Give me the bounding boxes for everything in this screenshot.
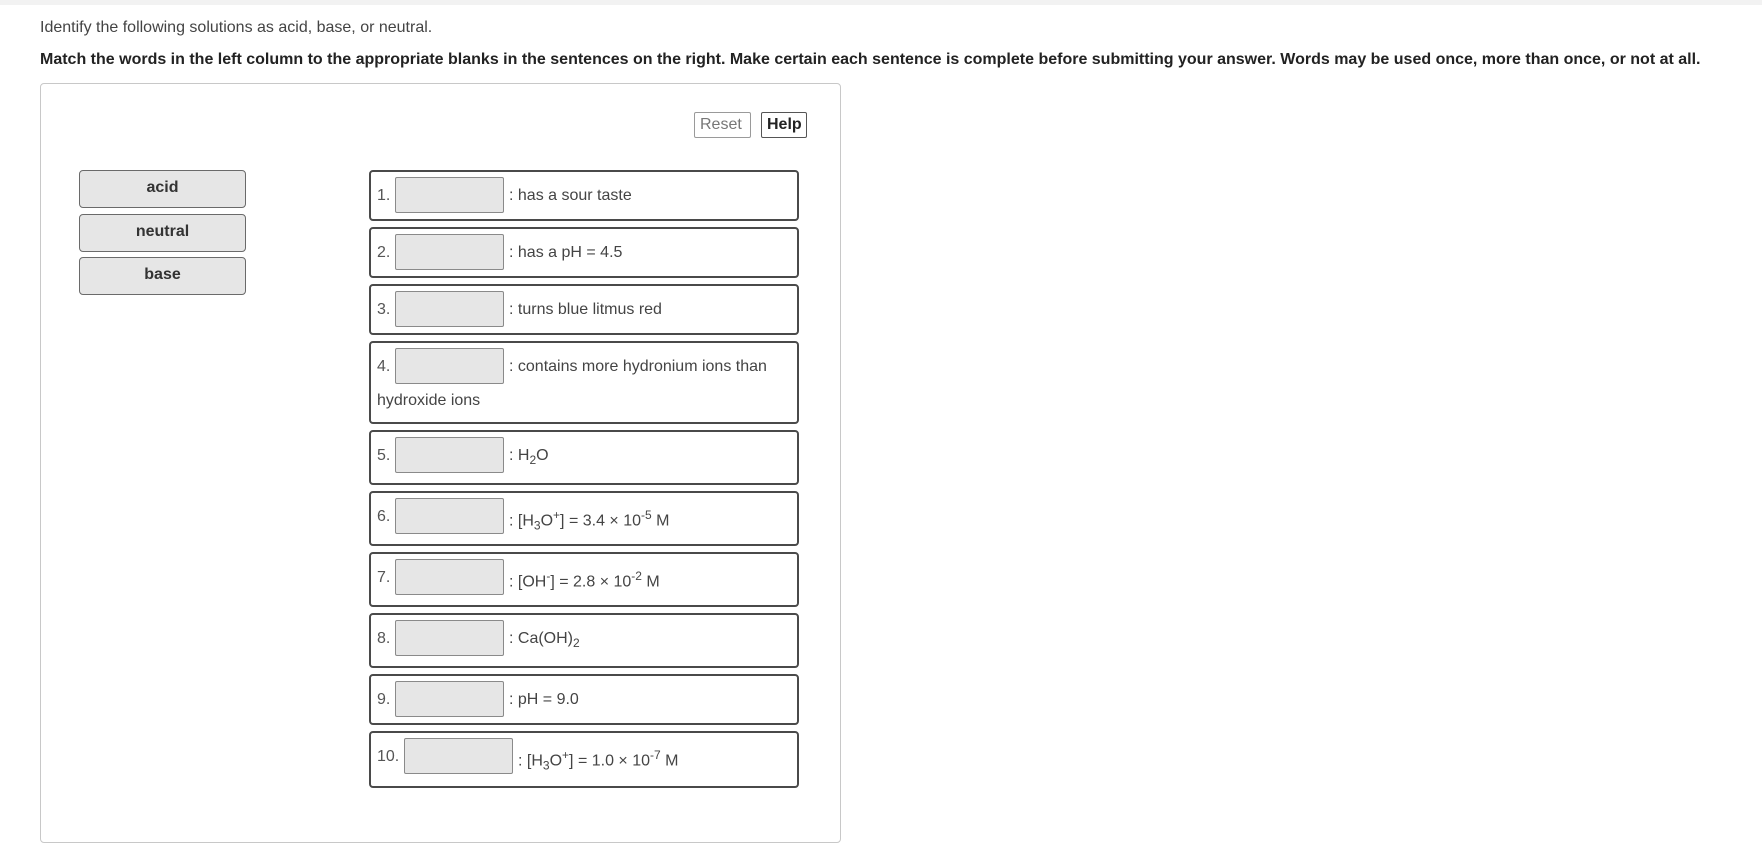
answer-blank-5[interactable] bbox=[395, 437, 504, 473]
sentence-number: 1. bbox=[377, 187, 391, 204]
word-tile-neutral[interactable]: neutral bbox=[79, 214, 246, 252]
answer-blank-10[interactable] bbox=[404, 738, 513, 774]
sentence-number: 5. bbox=[377, 447, 391, 464]
sentence-text: : $Ca(OH)_2$ bbox=[509, 630, 580, 651]
answer-blank-9[interactable] bbox=[395, 681, 504, 717]
sentence-text: : $[H_3O^+] = 1.0 \times 10^{-7}$ M bbox=[518, 748, 679, 773]
answer-blank-1[interactable] bbox=[395, 177, 504, 213]
question-directions: Match the words in the left column to the appropriate blanks in the sentences on the right. Make certain each sentence is complete before submitting your answer. Words may be used once, more than once, or not at all. bbox=[40, 51, 1701, 68]
sentence-number: 3. bbox=[377, 301, 391, 318]
word-tile-base[interactable]: base bbox=[79, 257, 246, 295]
matching-panel bbox=[40, 83, 841, 843]
sentence-text: : $H_2O$ bbox=[509, 447, 549, 468]
sentence-text: : $[H_3O^+] = 3.4 \times 10^{-5}$ M bbox=[509, 508, 670, 533]
sentence-number: 4. bbox=[377, 358, 391, 375]
sentence-3 bbox=[369, 284, 799, 335]
reset-button[interactable]: Reset bbox=[694, 112, 751, 138]
sentence-8 bbox=[369, 613, 799, 668]
sentence-text: : turns blue litmus red bbox=[509, 301, 662, 318]
sentence-1 bbox=[369, 170, 799, 221]
sentence-text: : has a pH = 4.5 bbox=[509, 244, 623, 261]
sentence-number: 8. bbox=[377, 630, 391, 647]
sentence-6 bbox=[369, 491, 799, 546]
top-bar bbox=[0, 0, 1762, 5]
sentence-number: 9. bbox=[377, 691, 391, 708]
sentence-text: : pH = 9.0 bbox=[509, 691, 579, 708]
sentence-number: 7. bbox=[377, 569, 391, 586]
answer-blank-3[interactable] bbox=[395, 291, 504, 327]
sentence-2 bbox=[369, 227, 799, 278]
sentence-text: : contains more hydronium ions than bbox=[509, 358, 767, 375]
answer-blank-4[interactable] bbox=[395, 348, 504, 384]
sentence-7 bbox=[369, 552, 799, 607]
sentence-5 bbox=[369, 430, 799, 485]
sentence-4 bbox=[369, 341, 799, 424]
help-button[interactable]: Help bbox=[761, 112, 807, 138]
sentence-9 bbox=[369, 674, 799, 725]
sentence-text: : has a sour taste bbox=[509, 187, 632, 204]
sentence-text: : $[OH^-] = 2.8 \times 10^{-2}$ M bbox=[509, 569, 660, 591]
sentence-10 bbox=[369, 731, 799, 788]
sentence-number: 2. bbox=[377, 244, 391, 261]
answer-blank-6[interactable] bbox=[395, 498, 504, 534]
sentence-number: 10. bbox=[377, 748, 400, 765]
answer-blank-8[interactable] bbox=[395, 620, 504, 656]
word-tile-acid[interactable]: acid bbox=[79, 170, 246, 208]
question-instruction: Identify the following solutions as acid, base, or neutral. bbox=[40, 19, 433, 36]
answer-blank-2[interactable] bbox=[395, 234, 504, 270]
sentence-number: 6. bbox=[377, 508, 391, 525]
answer-blank-7[interactable] bbox=[395, 559, 504, 595]
sentence-text-continued: hydroxide ions bbox=[377, 392, 481, 409]
